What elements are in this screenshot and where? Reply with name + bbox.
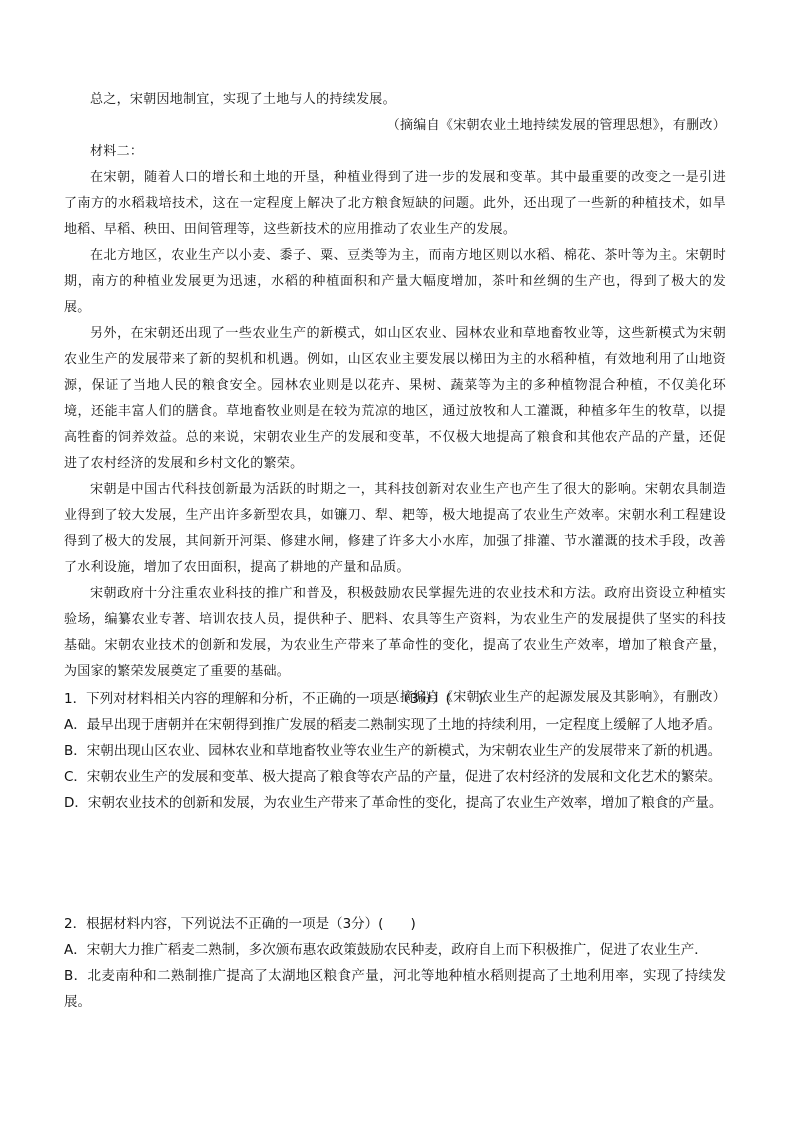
material-two-source: （摘编自《宋朝农业生产的起源发展及其影响》，有删改）	[386, 690, 726, 705]
question-two	[64, 911, 726, 1015]
material-two-paragraph: 宋朝是中国古代科技创新最为活跃的时期之一，其科技创新对农业生产也产生了很大的影响。宋朝农具制造业得到了较大发展，生产出许多新型农具，如镰刀、犁、耙等，极大地提高了农业生产效率。宋朝水利工程建设得到了极大的发展，其间新开河渠、修建水闸，修建了许多大小水库，加强了排灌、节水灌溉的技术手段，改善了水利设施，增加了农田面积，提高了耕地的产量和品质。	[64, 482, 726, 575]
question-one-option-c[interactable]: C．宋朝农业生产的发展和变革、极大提高了粮食等农产品的产量，促进了农村经济的发展和文化艺术的繁荣。	[64, 769, 722, 785]
question-two-option-b[interactable]: B．北麦南种和二熟制推广提高了太湖地区粮食产量，河北等地种植水稻则提高了土地利用率，实现了持续发展。	[64, 968, 726, 1010]
question-one-option-d[interactable]: D．宋朝农业技术的创新和发展，为农业生产带来了革命性的变化，提高了农业生产效率，增加了粮食的产量。	[64, 795, 723, 811]
question-two-stem: 2．根据材料内容，下列说法不正确的一项是（3分）( )	[64, 916, 416, 932]
question-two-option-a[interactable]: A．宋朝大力推广稻麦二熟制，多次颁布惠农政策鼓励农民种麦，政府自上而下积极推广，促进了农业生产．	[64, 942, 708, 958]
question-one	[64, 686, 726, 816]
material-two-paragraph: 另外，在宋朝还出现了一些农业生产的新模式，如山区农业、园林农业和草地畜牧业等，这些新模式为宋朝农业生产的发展带来了新的契机和机遇。例如，山区农业主要发展以梯田为主的水稻种植，有效地利用了山地资源，保证了当地人民的粮食安全。园林农业则是以花卉、果树、蔬菜等为主的多种植物混合种植，不仅美化环境，还能丰富人们的膳食。草地畜牧业则是在较为荒凉的地区，通过放牧和人工灌溉，种植多年生的牧草，以提高牲畜的饲养效益。总的来说，宋朝农业生产的发展和变革，不仅极大地提高了粮食和其他农产品的产量，还促进了农村经济的发展和乡村文化的繁荣。	[64, 326, 726, 471]
question-one-option-a[interactable]: A．最早出现于唐朝并在宋朝得到推广发展的稻麦二熟制实现了土地的持续利用，一定程度上缓解了人地矛盾。	[64, 717, 722, 733]
material-two	[64, 139, 726, 711]
material-two-paragraph: 宋朝政府十分注重农业科技的推广和普及，积极鼓励农民掌握先进的农业技术和方法。政府出资设立种植实验场，编纂农业专著、培训农技人员，提供种子、肥料、农具等生产资料，为农业生产的发展提供了坚实的科技基础。宋朝农业技术的创新和发展，为农业生产带来了革命性的变化，提高了农业生产效率，增加了粮食产量，为国家的繁荣发展奠定了重要的基础。	[64, 586, 726, 679]
question-one-stem: 1．下列对材料相关内容的理解和分析，不正确的一项是（3分）( )	[64, 691, 484, 707]
question-one-option-b[interactable]: B．宋朝出现山区农业、园林农业和草地畜牧业等农业生产的新模式，为宋朝农业生产的发展带来了新的机遇。	[64, 743, 722, 759]
material-one-tail	[64, 87, 726, 139]
material-two-paragraph: 在宋朝，随着人口的增长和土地的开垦，种植业得到了进一步的发展和变革。其中最重要的改变之一是引进了南方的水稻栽培技术，这在一定程度上解决了北方粮食短缺的问题。此外，还出现了一些新的种植技术，如旱地稻、早稻、秧田、田间管理等，这些新技术的应用推动了农业生产的发展。	[64, 170, 726, 237]
material-two-paragraph: 在北方地区，农业生产以小麦、黍子、粟、豆类等为主，而南方地区则以水稻、棉花、茶叶等为主。宋朝时期，南方的种植业发展更为迅速，水稻的种植面积和产量大幅度增加，茶叶和丝绸的生产也，得到了极大的发展。	[64, 248, 726, 315]
material-two-heading: 材料二：	[90, 144, 144, 159]
material-one-summary: 总之，宋朝因地制宜，实现了土地与人的持续发展。	[90, 92, 396, 107]
material-one-source: （摘编自《宋朝农业土地持续发展的管理思想》，有删改）	[386, 118, 726, 133]
